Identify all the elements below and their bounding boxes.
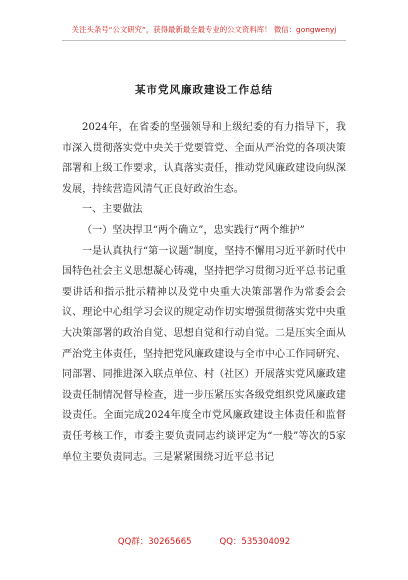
footer-qq: QQ：535304092 <box>219 537 291 547</box>
section-heading: 一、主要做法 <box>82 204 143 216</box>
footer-qq-group: QQ群：30265665 <box>117 537 192 547</box>
header-divider <box>62 40 346 41</box>
subsection-heading: （一）坚决捍卫“两个确立”，忠实践行“两个维护” <box>82 224 305 236</box>
document-title: 某市党风廉政建设工作总结 <box>135 84 273 96</box>
body-paragraph: 一是认真执行“第一议题”制度，坚持不懈用习近平新时代中国特色社会主义思想凝心铸魂，坚持把学习贯彻习近平总书记重要讲话和指示批示精神以及党中央重大决策部署作为常委会会议、理论中心组学习会议的规定动作切实增强贯彻落实党中央重大决策部署的政治自觉、思想自觉和行动自觉。二是压实全面从严治党主体责任，坚持把党风廉政建设与全市中心工作同研究、同部署、同推进深入联点单位、村（社区）开展落实党风廉政建设责任制情况督导检查，进一步压紧压实各级党组织党风廉政建设责任。全面完成2024年度全市党风廉政建设主体责任和监督责任考核工作，市委主要负责同志约谈评定为“一般”等次的5家单位主要负责同志。三是紧紧围绕习近平总书记 <box>62 245 346 463</box>
footer-contact <box>0 535 408 547</box>
document-body <box>62 118 346 468</box>
intro-paragraph: 2024年，在省委的坚强领导和上级纪委的有力指导下，我市深入贯彻落实党中央关于党要管党、全面从严治党的各项决策部署和上级工作要求，认真落实责任，推动党风廉政建设向纵深发展，持续营造风清气正良好政治生态。 <box>62 122 346 195</box>
header-banner: 关注头条号“公文研究”，获得最新最全最专业的公文资料库！ 微信：gongwenyj <box>71 25 337 34</box>
